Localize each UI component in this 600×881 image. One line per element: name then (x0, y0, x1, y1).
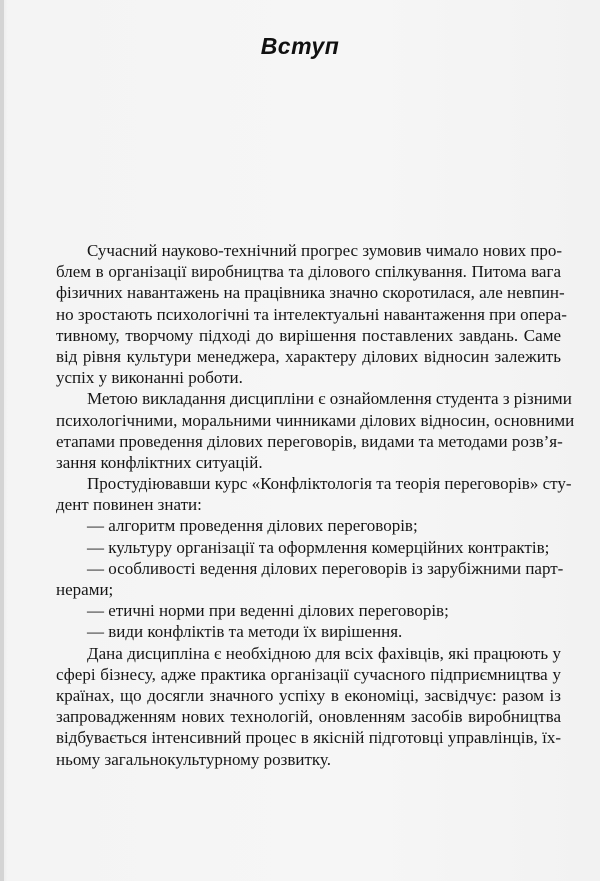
text-line: фізичних навантажень на працівника значно скоротилася, але невпин- (56, 283, 565, 303)
text-line: зання конфліктних ситуацій. (56, 452, 263, 472)
text-line: тивному, творчому підході до вирішення поставлених завдань. Саме (56, 325, 561, 345)
text-line: блем в організації виробництва та ділового спілкування. Питома вага (56, 262, 561, 282)
text-line: нерами; (56, 580, 114, 599)
text-line: від рівня культури менеджера, характеру ділових відносин залежить (56, 346, 561, 366)
text-line: — види конфліктів та методи їх вирішення. (87, 622, 403, 642)
text-line: відбувається інтенсивний процес в якісній підготовці управлінців, їх- (56, 728, 561, 748)
text-line: — алгоритм проведення ділових переговорів; (87, 516, 418, 536)
text-line: — особливості ведення ділових переговорів із зарубіжними парт- (87, 558, 564, 578)
text-line: запровадженням нових технологій, оновленням засобів виробництва (56, 707, 561, 727)
text-line: країнах, що досягли значного успіху в економіці, засвідчує: разом із (56, 685, 561, 705)
text-line: Простудіювавши курс «Конфліктологія та теорія переговорів» сту- (87, 474, 572, 494)
text-line: сфері бізнесу, адже практика організації сучасного підприємництва у (56, 664, 561, 684)
text-line: етапами проведення ділових переговорів, видами та методами розв’я- (56, 431, 563, 451)
text-line: успіх у виконанні роботи. (56, 368, 243, 388)
page-title: Вступ (260, 33, 340, 59)
text-line: — етичні норми при веденні ділових переговорів; (87, 601, 449, 621)
text-line: Сучасний науково-технічний прогрес зумовив чимало нових про- (87, 241, 563, 260)
text-line: ньому загальнокультурному розвитку. (56, 749, 331, 769)
page-edge-shadow (0, 0, 4, 881)
text-line: но зростають психологічні та інтелектуальні навантаження при опера- (56, 304, 567, 324)
text-line: дент повинен знати: (56, 495, 202, 515)
text-line: — культуру організації та оформлення комерційних контрактів; (87, 537, 550, 557)
text-line: Дана дисципліна є необхідною для всіх фахівців, які працюють у (87, 643, 561, 663)
text-line: Метою викладання дисципліни є ознайомлення студента з різними (87, 389, 572, 409)
text-line: психологічними, моральними чинниками ділових відносин, основними (56, 410, 575, 430)
body-text (56, 240, 575, 770)
